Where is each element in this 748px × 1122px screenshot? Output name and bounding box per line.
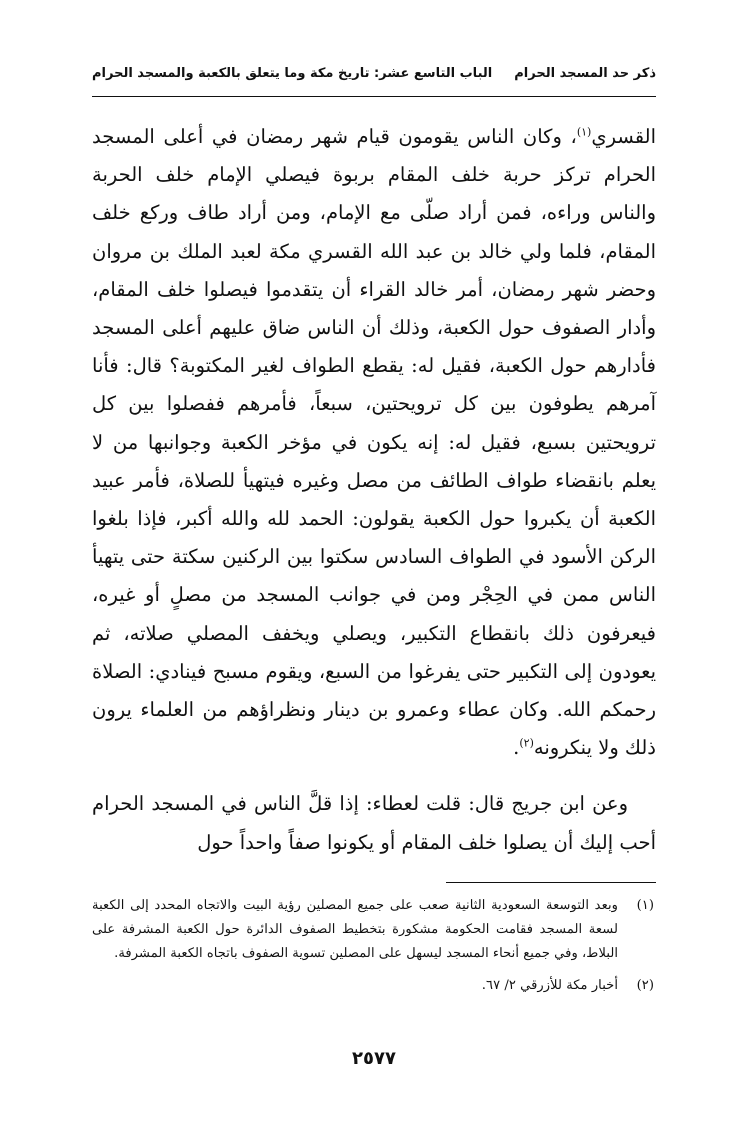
paragraph-1-end: . — [513, 736, 520, 760]
paragraph-2: وعن ابن جريج قال: قلت لعطاء: إذا قلَّ الناس في المسجد الحرام أحب إليك أن يصلوا خلف المقام أو يكونوا صفاً واحداً حول — [92, 792, 656, 854]
main-text — [92, 118, 656, 862]
footnote-1 — [92, 894, 656, 966]
footnote-ref-2: (٢) — [519, 736, 534, 750]
footnote-ref-1: (١) — [576, 125, 592, 139]
footnote-divider — [446, 882, 656, 883]
footnote-text: أخبار مكة للأزرقي ٢/ ٦٧. — [481, 978, 618, 993]
header-chapter-title: الباب التاسع عشر: تاريخ مكة وما يتعلق بالكعبة والمسجد الحرام — [92, 66, 493, 81]
footnotes — [92, 894, 656, 998]
paragraph-1 — [92, 118, 656, 767]
paragraph-1-start: القسري — [591, 125, 656, 148]
footnote-number: (١) — [636, 898, 654, 913]
footnote-number: (٢) — [636, 978, 654, 993]
footnote-text: وبعد التوسعة السعودية الثانية صعب على جميع المصلين رؤية البيت والاتجاه المحدد إلى الكعبة لسعة المسجد فقامت الحكومة مشكورة بتخطيط الصفوف الدائرة حول الكعبة المشرفة على البلاط، وفي جميع أنحاء المسجد ليسهل على المصلين تسوية الصفوف باتجاه الكعبة المشرفة. — [92, 898, 618, 961]
page-number: ٢٥٧٧ — [352, 1048, 396, 1069]
running-header — [92, 60, 656, 88]
header-divider — [92, 96, 656, 97]
footnote-2 — [92, 974, 656, 998]
header-section-title: ذكر حد المسجد الحرام — [514, 66, 656, 81]
paragraph-1-body: ، وكان الناس يقومون قيام شهر رمضان في أعلى المسجد الحرام تركز حربة خلف المقام بربوة فيصلي الإمام خلف الحربة والناس وراءه، فمن أراد صلّى مع الإمام، ومن أراد طاف وركع خلف المقام، فلما ولي خالد بن عبد الله القسري مكة لعبد الملك بن مروان وحضر شهر رمضان، أمر خالد القراء أن يتقدموا فيصلوا خلف المقام، وأدار الصفوف حول الكعبة، وذلك أن الناس ضاق عليهم أعلى المسجد فأدارهم حول الكعبة، فقيل له: يقطع الطواف لغير المكتوبة؟ قال: فأنا آمرهم يطوفون بين كل ترويحتين، سبعاً، فأمرهم ففصلوا بين كل ترويحتين بسبع، فقيل له: إنه يكون في مؤخر الكعبة وجوانبها من لا يعلم بانقضاء طواف الطائف من مصل وغيره فيتهيأ للصلاة، فأمر عبيد الكعبة أن يكبروا حول الكعبة يقولون: الحمد لله والله أكبر، فإذا بلغوا الركن الأسود في الطواف السادس سكتوا بين الركنين سكتة حتى يتهيأ الناس ممن في الحِجْر ومن في جوانب المسجد من مصلٍ أو غيره، فيعرفون ذلك بانقطاع التكبير، ويصلي ويخفف المصلي صلاته، ثم يعودون إلى التكبير حتى يفرغوا من السبع، ويقوم مسبح فينادي: الصلاة رحمكم الله. وكان عطاء وعمرو بن دينار ونظراؤهم من العلماء يرون ذلك ولا ينكرونه — [92, 125, 656, 760]
